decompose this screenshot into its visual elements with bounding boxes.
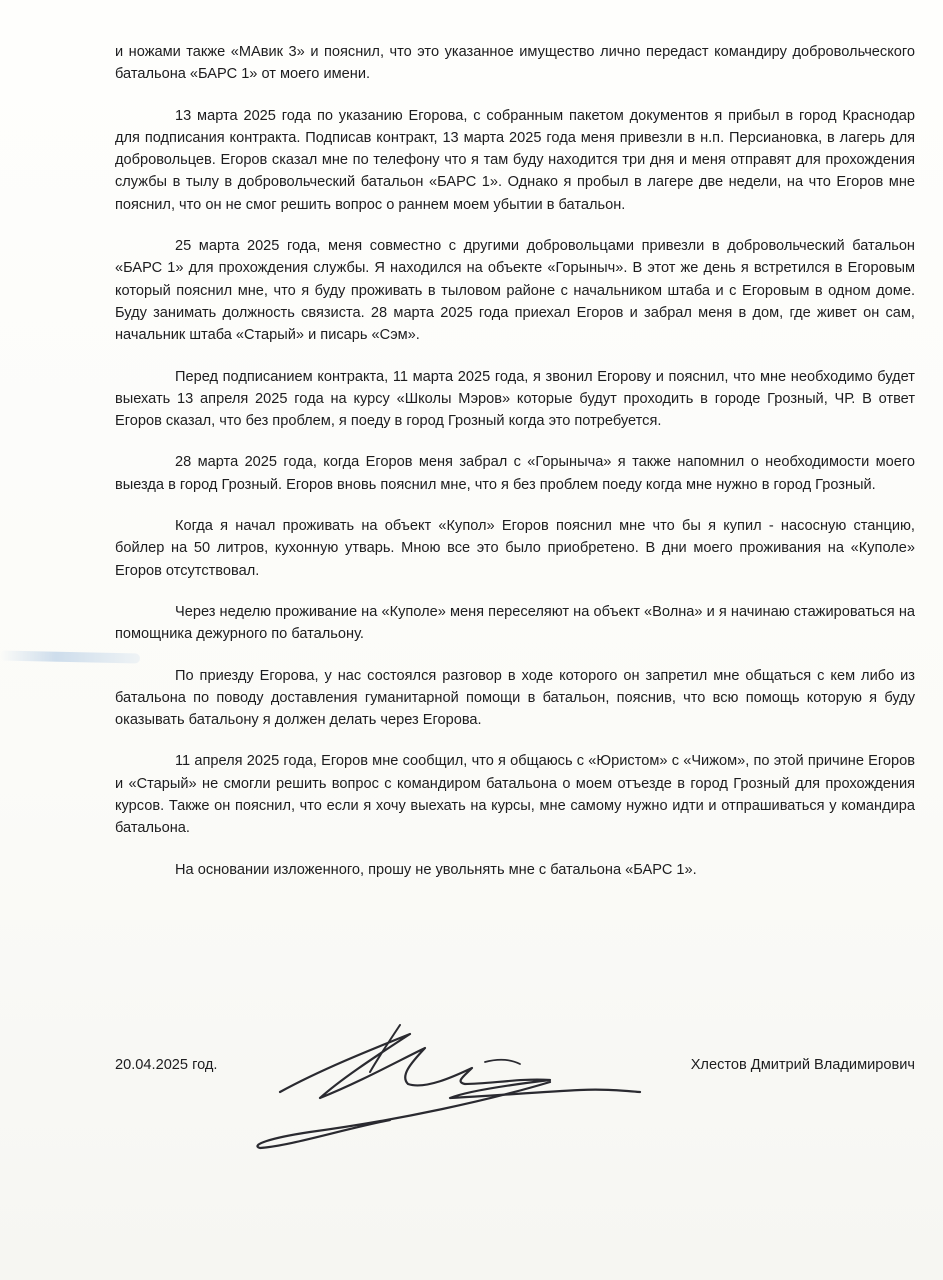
paragraph-4: Перед подписанием контракта, 11 марта 2025 года, я звонил Егорову и пояснил, что мне необходимо будет выехать 13 апреля 2025 года на курсу «Школы Мэров» которые будут проходить в городе Грозный, ЧР. В ответ Егоров сказал, что без проблем, я поеду в город Грозный когда это потребуется. <box>115 368 915 430</box>
document-date: 20.04.2025 год. <box>115 1057 218 1073</box>
paragraph-3: 25 марта 2025 года, меня совместно с другими добровольцами привезли в добровольческий батальон «БАРС 1» для прохождения службы. Я находился на объекте «Горыныч». В этот же день я встретился в Егоровым который пояснил мне, что я буду проживать в тыловом районе с начальником штаба и с Егоровым в одном доме. Буду занимать должность связиста. 28 марта 2025 года приехал Егоров и забрал меня в дом, где живет он сам, начальник штаба «Старый» и писарь «Сэм». <box>115 238 915 344</box>
handwritten-signature <box>250 1020 670 1160</box>
paragraph-6: Когда я начал проживать на объект «Купол» Егоров пояснил мне что бы я купил - насосную станцию, бойлер на 50 литров, кухонную утварь. Мною все это было приобретено. В дни моего проживания на «Куполе» Егоров отсутствовал. <box>115 518 915 579</box>
signatory-name: Хлестов Дмитрий Владимирович <box>690 1057 915 1073</box>
document-body <box>115 41 915 881</box>
signature-stroke-1 <box>280 1034 640 1098</box>
paragraph-9: 11 апреля 2025 года, Егоров мне сообщил, что я общаюсь с «Юристом» с «Чижом», по этой причине Егоров и «Старый» не смогли решить вопрос с командиром батальона о моем отъезде в город Грозный для прохождения курсов. Также он пояснил, что если я хочу выехать на курсы, мне самому нужно идти и отпрашиваться у командира батальона. <box>115 753 915 837</box>
signature-stroke-3 <box>485 1060 520 1064</box>
paragraph-7: Через неделю проживание на «Куполе» меня переселяют на объект «Волна» и я начинаю стажироваться на помощника дежурного по батальону. <box>115 603 915 643</box>
paragraph-5: 28 марта 2025 года, когда Егоров меня забрал с «Горыныча» я также напомнил о необходимости моего выезда в город Грозный. Егоров вновь пояснил мне, что я без проблем поеду когда мне нужно в город Грозный. <box>115 454 915 493</box>
paragraph-8: По приезду Егорова, у нас состоялся разговор в ходе которого он запретил мне общаться с кем либо из батальона по поводу доставления гуманитарной помощи в батальон, пояснив, что всю помощь которую я буду оказывать батальону я должен делать через Егорова. <box>115 667 915 729</box>
signature-stroke-4 <box>257 1082 550 1148</box>
paragraph-1: и ножами также «МАвик 3» и пояснил, что это указанное имущество лично передаст командиру добровольческого батальона «БАРС 1» от моего имени. <box>115 44 915 83</box>
paragraph-10: На основании изложенного, прошу не увольнять мне с батальона «БАРС 1». <box>175 861 697 878</box>
paragraph-2: 13 марта 2025 года по указанию Егорова, с собранным пакетом документов я прибыл в город Краснодар для подписания контракта. Подписав контракт, 13 марта 2025 года меня привезли в н.п. Персиановка, в лагерь для добровольцев. Егоров сказал мне по телефону что я там буду находится три дня и меня отправят для прохождения службы в тылу в добровольческий батальон «БАРС 1». Однако я пробыл в лагере две недели, на что Егоров мне пояснил, что он не смог решить вопрос о раннем моем убытии в батальон. <box>115 107 915 213</box>
